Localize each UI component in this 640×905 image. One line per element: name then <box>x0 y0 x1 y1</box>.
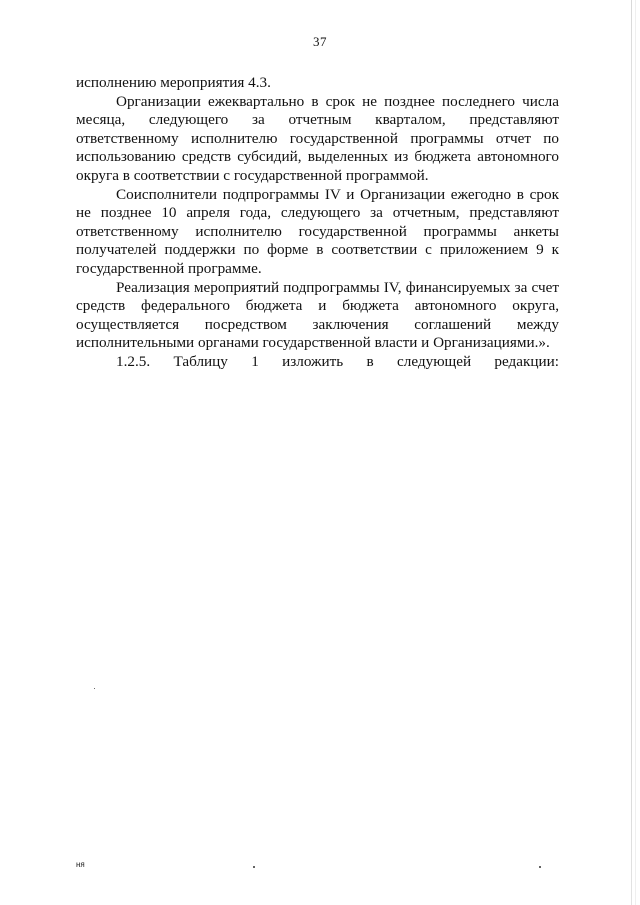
scan-edge-line <box>631 0 632 905</box>
footer-mark: ня <box>76 860 85 869</box>
scan-speck <box>539 866 541 868</box>
document-body <box>76 74 559 372</box>
scan-edge-line <box>635 0 636 905</box>
scan-speck <box>94 688 95 689</box>
paragraph-continuation: исполнению мероприятия 4.3. <box>76 74 271 91</box>
scan-speck <box>253 866 255 868</box>
paragraph-quarterly-report: Организации ежеквартально в срок не позднее последнего числа месяца, следующего за отчетным кварталом, представляют ответственному исполнителю государственной программы отчет по использованию средств субсидий, выделенных из бюджета автономного округа в соответствии с государственной программой. <box>76 92 559 184</box>
paragraph-annual-questionnaires: Соисполнители подпрограммы IV и Организации ежегодно в срок не позднее 10 апреля года, следующего за отчетным, представляют ответственному исполнителю государственной программы анкеты получателей поддержки по форме в соответствии с приложением 9 к государственной программе. <box>76 185 559 277</box>
page-number: 37 <box>313 34 327 49</box>
paragraph-table-instruction: 1.2.5. Таблицу 1 изложить в следующей редакции: <box>116 352 559 370</box>
paragraph-implementation: Реализация мероприятий подпрограммы IV, финансируемых за счет средств федерального бюджета и бюджета автономного округа, осуществляется посредством заключения соглашений между исполнительными органами государственной власти и Организациями.». <box>76 278 559 352</box>
